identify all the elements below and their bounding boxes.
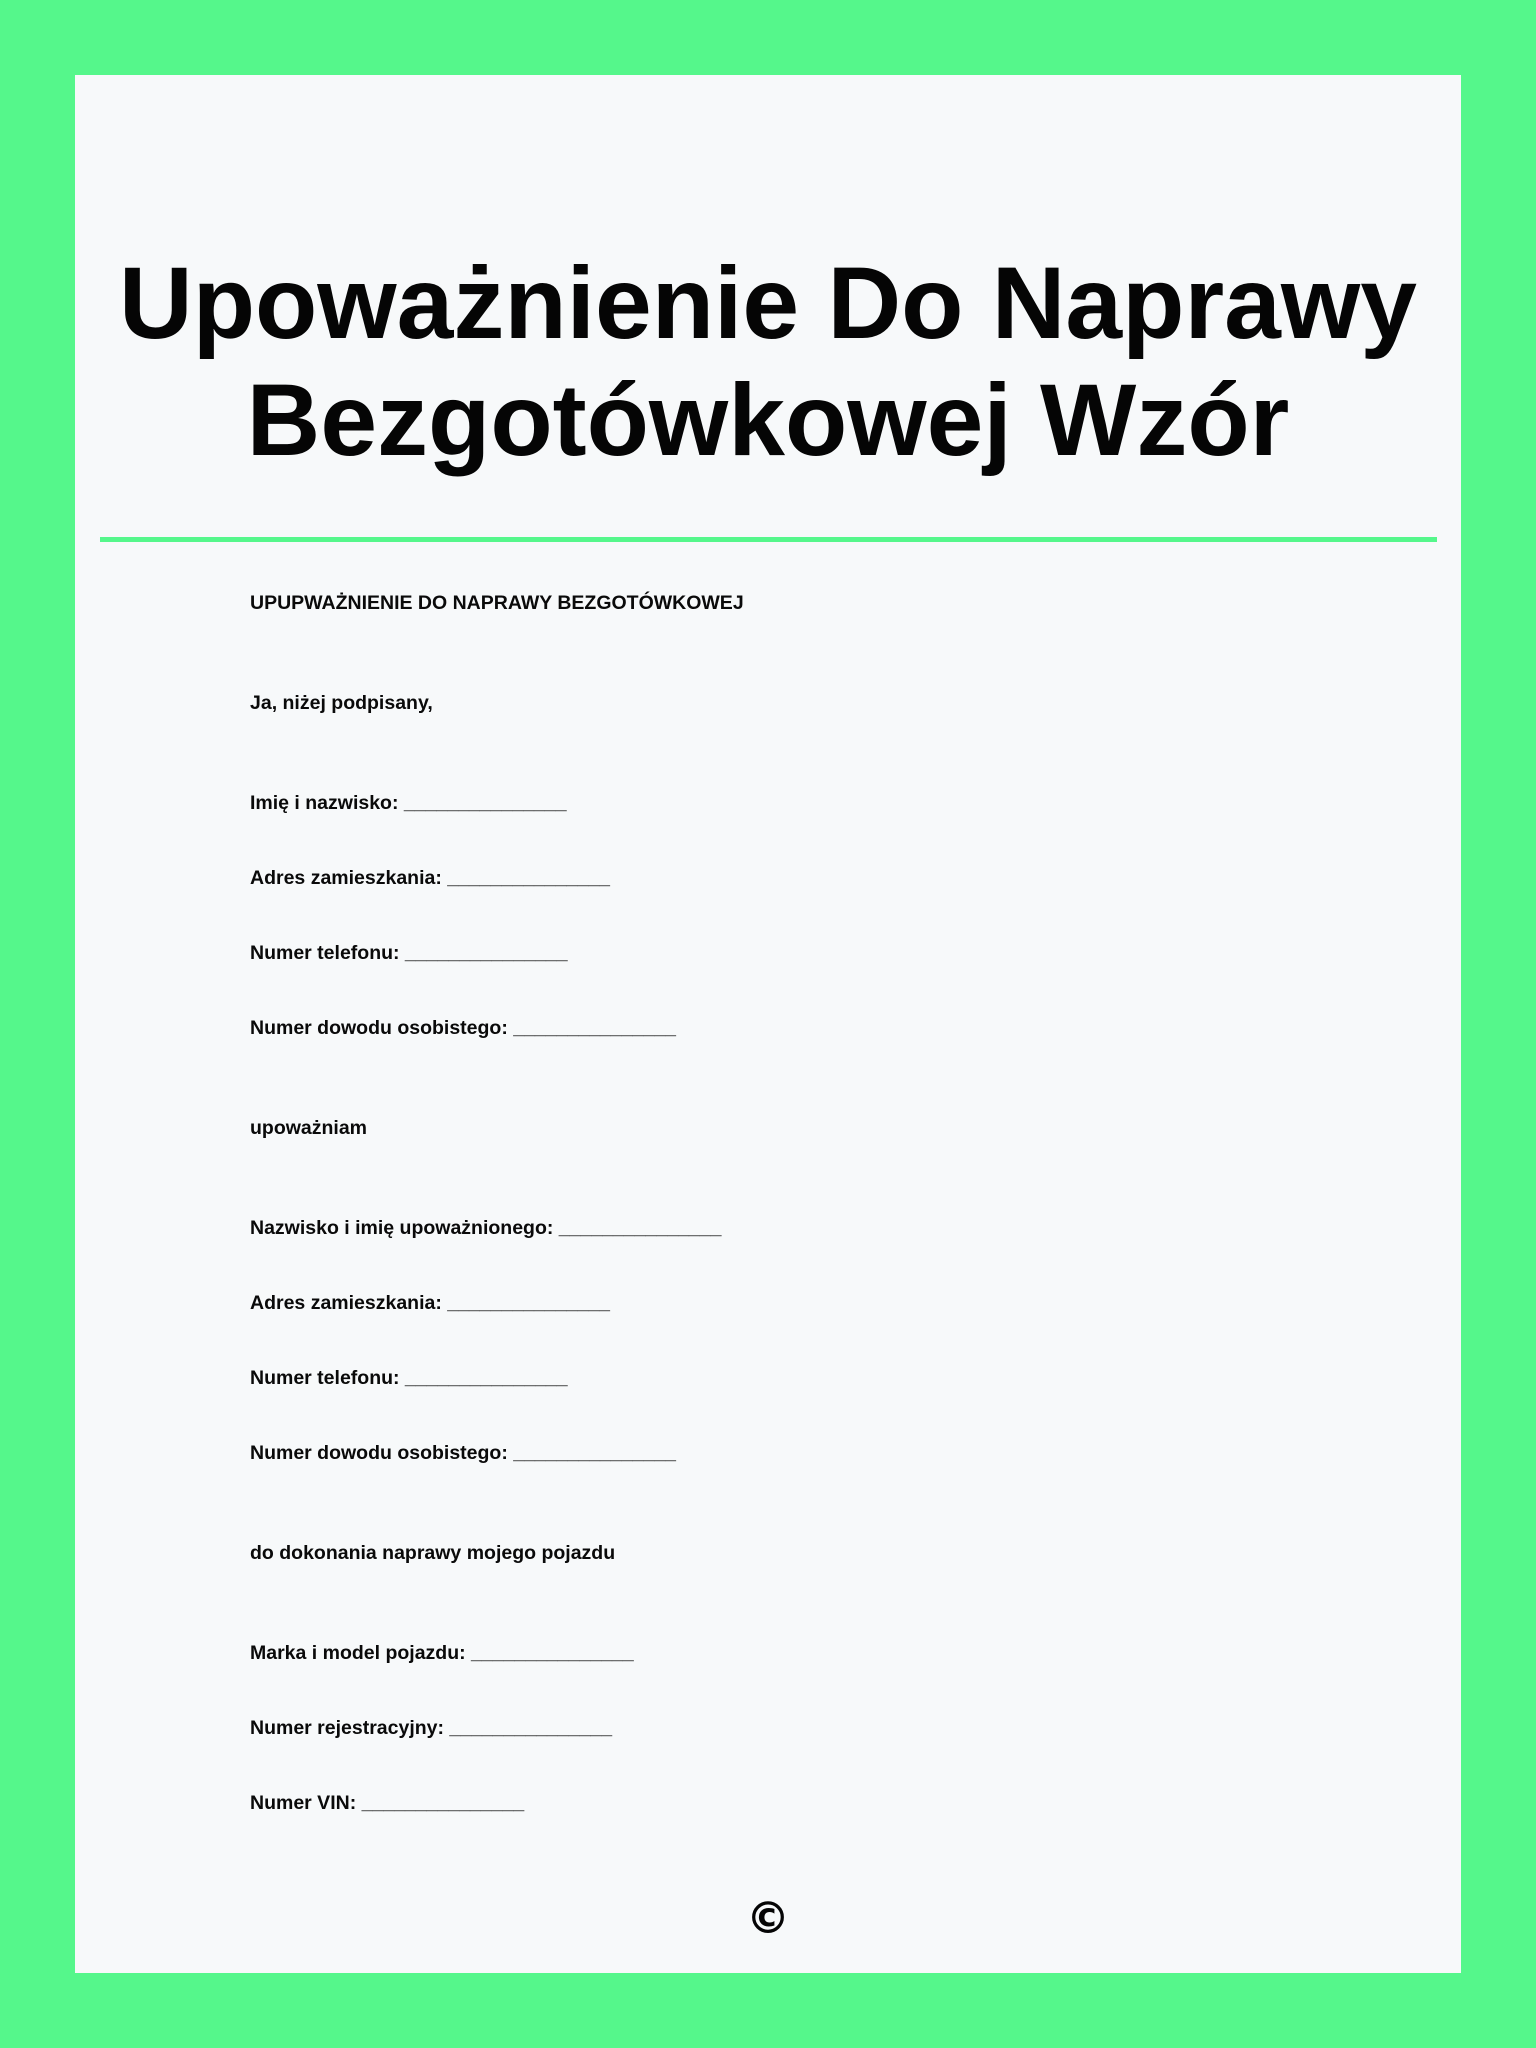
agent-address-field: Adres zamieszkania: _______________ bbox=[250, 1292, 610, 1314]
page-title-line-1: Upoważnienie Do Naprawy bbox=[119, 246, 1417, 360]
authorize-text: upoważniam bbox=[250, 1117, 368, 1139]
title-divider bbox=[100, 537, 1437, 542]
intro-text: Ja, niżej podpisany, bbox=[250, 692, 433, 714]
purpose-text: do dokonania naprawy mojego pojazdu bbox=[250, 1542, 616, 1564]
principal-name-field: Imię i nazwisko: _______________ bbox=[250, 792, 567, 814]
vehicle-registration-field: Numer rejestracyjny: _______________ bbox=[250, 1717, 613, 1739]
page-title bbox=[75, 245, 1461, 479]
principal-address-field: Adres zamieszkania: _______________ bbox=[250, 867, 610, 889]
copyright-icon: © bbox=[746, 1893, 790, 1944]
agent-id-field: Numer dowodu osobistego: _______________ bbox=[250, 1442, 676, 1464]
page-title-line-2: Bezgotówkowej Wzór bbox=[246, 363, 1290, 477]
document-page bbox=[75, 75, 1461, 1973]
vehicle-vin-field: Numer VIN: _______________ bbox=[250, 1792, 525, 1814]
agent-phone-field: Numer telefonu: _______________ bbox=[250, 1367, 568, 1389]
document-heading: UPUPWAŻNIENIE DO NAPRAWY BEZGOTÓWKOWEJ bbox=[250, 592, 744, 614]
agent-name-field: Nazwisko i imię upoważnionego: _______________ bbox=[250, 1217, 722, 1239]
principal-phone-field: Numer telefonu: _______________ bbox=[250, 942, 568, 964]
vehicle-make-model-field: Marka i model pojazdu: _______________ bbox=[250, 1642, 634, 1664]
principal-id-field: Numer dowodu osobistego: _______________ bbox=[250, 1017, 676, 1039]
